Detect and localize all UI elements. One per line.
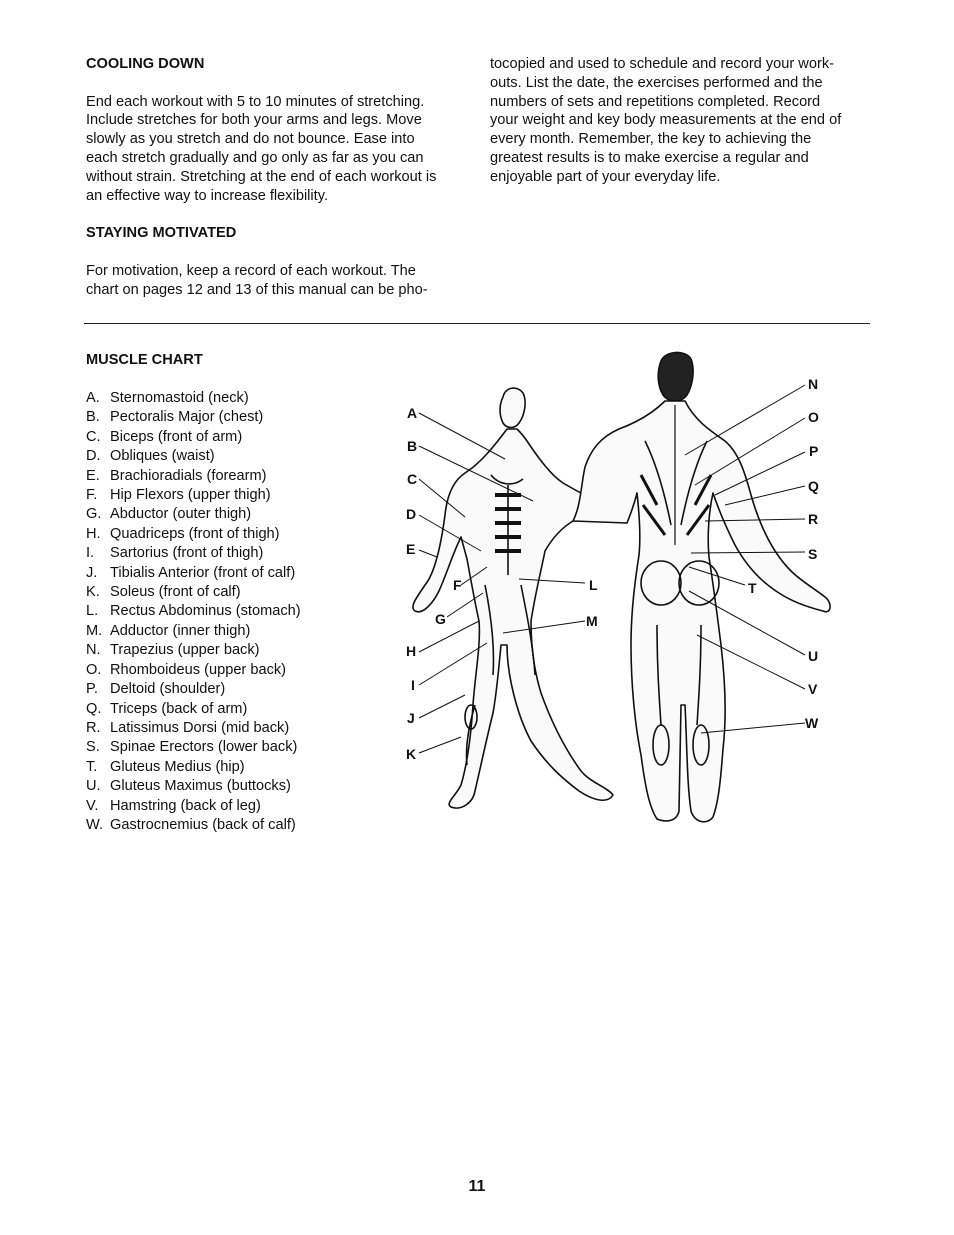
muscle-list-item — [86, 447, 301, 466]
muscle-list-item — [86, 738, 301, 757]
muscle-letter: Q. — [86, 700, 102, 717]
figure-label-u: U — [808, 648, 819, 664]
muscle-letter: U. — [86, 778, 101, 795]
muscle-letter: A. — [86, 390, 100, 406]
staying-motivated-line: numbers of sets and repetitions completed. Record — [490, 93, 821, 110]
cooling-down-line: slowly as you stretch and do not bounce. Ease into — [86, 131, 415, 148]
muscle-letter: V. — [86, 797, 99, 814]
muscle-list-item — [86, 486, 301, 505]
muscle-letter: F. — [86, 487, 98, 504]
staying-motivated-line: enjoyable part of your everyday life. — [490, 168, 721, 185]
muscle-list — [86, 389, 301, 835]
muscle-list-item — [86, 641, 301, 660]
staying-motivated-line: your weight and key body measurements at the end of — [490, 112, 842, 129]
figure-label-k: K — [406, 746, 417, 762]
muscle-list-item — [86, 389, 301, 408]
figure-label-n: N — [808, 376, 819, 392]
figure-label-g: G — [435, 611, 446, 627]
muscle-name: Soleus (front of calf) — [110, 584, 241, 601]
figure-label-e: E — [406, 541, 416, 557]
staying-motivated-line: every month. Remember, the key to achieving the — [490, 131, 812, 148]
muscle-letter: E. — [86, 467, 100, 484]
muscle-letter: N. — [86, 642, 101, 659]
cooling-down-line: each stretch gradually and go only as far as you can — [86, 149, 424, 166]
muscle-letter: O. — [86, 661, 102, 678]
muscle-anatomy-figure — [395, 345, 845, 835]
muscle-list-item — [86, 525, 301, 544]
muscle-name: Hip Flexors (upper thigh) — [110, 487, 271, 504]
muscle-letter: M. — [86, 622, 103, 639]
muscle-letter: C. — [86, 428, 101, 445]
muscle-letter: D. — [86, 448, 101, 465]
figure-label-t: T — [748, 580, 757, 596]
left-text-column — [86, 55, 466, 299]
staying-motivated-heading: STAYING MOTIVATED — [86, 225, 237, 242]
figure-label-w: W — [805, 715, 819, 731]
muscle-list-item — [86, 408, 301, 427]
muscle-letter: L. — [86, 603, 99, 620]
muscle-letter: T. — [86, 758, 98, 775]
muscle-list-item — [86, 700, 301, 719]
muscle-list-item — [86, 680, 301, 699]
muscle-list-item — [86, 583, 301, 602]
muscle-letter: J. — [86, 564, 98, 581]
muscle-name: Brachioradials (forearm) — [110, 467, 267, 484]
figure-label-a: A — [407, 405, 418, 421]
muscle-list-item — [86, 797, 301, 816]
muscle-letter: I. — [86, 545, 95, 562]
staying-motivated-line: For motivation, keep a record of each workout. The — [86, 262, 416, 279]
figure-label-c: C — [407, 471, 418, 487]
staying-motivated-line: tocopied and used to schedule and record your work- — [490, 56, 834, 72]
cooling-down-line: without strain. Stretching at the end of each workout is — [86, 168, 437, 185]
cooling-down-heading: COOLING DOWN — [86, 56, 205, 72]
muscle-letter: K. — [86, 584, 100, 601]
muscle-list-item — [86, 467, 301, 486]
muscle-letter: R. — [86, 719, 101, 736]
figure-label-r: R — [808, 511, 819, 527]
muscle-letter: S. — [86, 739, 100, 756]
page-number: 11 — [468, 1178, 486, 1195]
muscle-name: Sternomastoid (neck) — [110, 390, 249, 406]
muscle-letter: P. — [86, 681, 98, 698]
muscle-name: Spinae Erectors (lower back) — [110, 739, 298, 756]
muscle-name: Trapezius (upper back) — [110, 642, 260, 659]
muscle-list-item — [86, 816, 301, 835]
muscle-list-item — [86, 544, 301, 563]
muscle-letter: W. — [86, 816, 104, 833]
staying-motivated-line: outs. List the date, the exercises performed and the — [490, 74, 823, 91]
muscle-letter: G. — [86, 506, 102, 523]
muscle-name: Quadriceps (front of thigh) — [110, 525, 280, 542]
muscle-letter: H. — [86, 525, 101, 542]
muscle-list-item — [86, 602, 301, 621]
muscle-list-item — [86, 428, 301, 447]
muscle-list-item — [86, 564, 301, 583]
muscle-name: Rhomboideus (upper back) — [110, 661, 287, 678]
muscle-name: Tibialis Anterior (front of calf) — [110, 564, 296, 581]
figure-label-d: D — [406, 506, 417, 522]
muscle-letter: B. — [86, 409, 100, 426]
muscle-list-item — [86, 505, 301, 524]
right-text-column — [490, 55, 872, 187]
figure-label-b: B — [407, 438, 418, 454]
section-divider — [84, 323, 870, 324]
figure-label-q: Q — [808, 478, 819, 494]
cooling-down-line: Include stretches for both your arms and legs. Move — [86, 112, 422, 129]
figure-label-v: V — [808, 681, 818, 697]
cooling-down-line: End each workout with 5 to 10 minutes of stretching. — [86, 93, 425, 110]
cooling-down-line: an effective way to increase flexibility. — [86, 187, 328, 204]
muscle-name: Adductor (inner thigh) — [110, 622, 251, 639]
muscle-name: Latissimus Dorsi (mid back) — [110, 719, 290, 736]
muscle-list-item — [86, 758, 301, 777]
muscle-name: Obliques (waist) — [110, 448, 215, 465]
muscle-name: Hamstring (back of leg) — [110, 797, 261, 814]
muscle-name: Rectus Abdominus (stomach) — [110, 603, 301, 620]
staying-motivated-line: greatest results is to make exercise a regular and — [490, 149, 809, 166]
muscle-list-item — [86, 661, 301, 680]
muscle-name: Deltoid (shoulder) — [110, 681, 226, 698]
figure-label-f: F — [453, 577, 462, 593]
figure-label-m: M — [586, 613, 598, 629]
figure-label-i: I — [411, 677, 415, 693]
figure-label-j: J — [407, 710, 415, 726]
muscle-name: Gluteus Medius (hip) — [110, 758, 245, 775]
muscle-name: Pectoralis Major (chest) — [110, 409, 264, 426]
muscle-name: Triceps (back of arm) — [110, 700, 248, 717]
muscle-name: Gastrocnemius (back of calf) — [110, 816, 296, 833]
muscle-list-item — [86, 719, 301, 738]
back-body-illustration — [573, 352, 830, 821]
figure-label-h: H — [406, 643, 417, 659]
figure-label-l: L — [589, 577, 598, 593]
muscle-name: Sartorius (front of thigh) — [110, 545, 264, 562]
muscle-name: Gluteus Maximus (buttocks) — [110, 778, 291, 795]
figure-label-o: O — [808, 409, 819, 425]
muscle-name: Abductor (outer thigh) — [110, 506, 252, 523]
muscle-chart-heading: MUSCLE CHART — [86, 352, 203, 368]
figure-label-p: P — [809, 443, 819, 459]
staying-motivated-line: chart on pages 12 and 13 of this manual can be pho- — [86, 281, 428, 298]
figure-label-s: S — [808, 546, 818, 562]
muscle-list-item — [86, 777, 301, 796]
muscle-list-item — [86, 622, 301, 641]
muscle-name: Biceps (front of arm) — [110, 428, 243, 445]
